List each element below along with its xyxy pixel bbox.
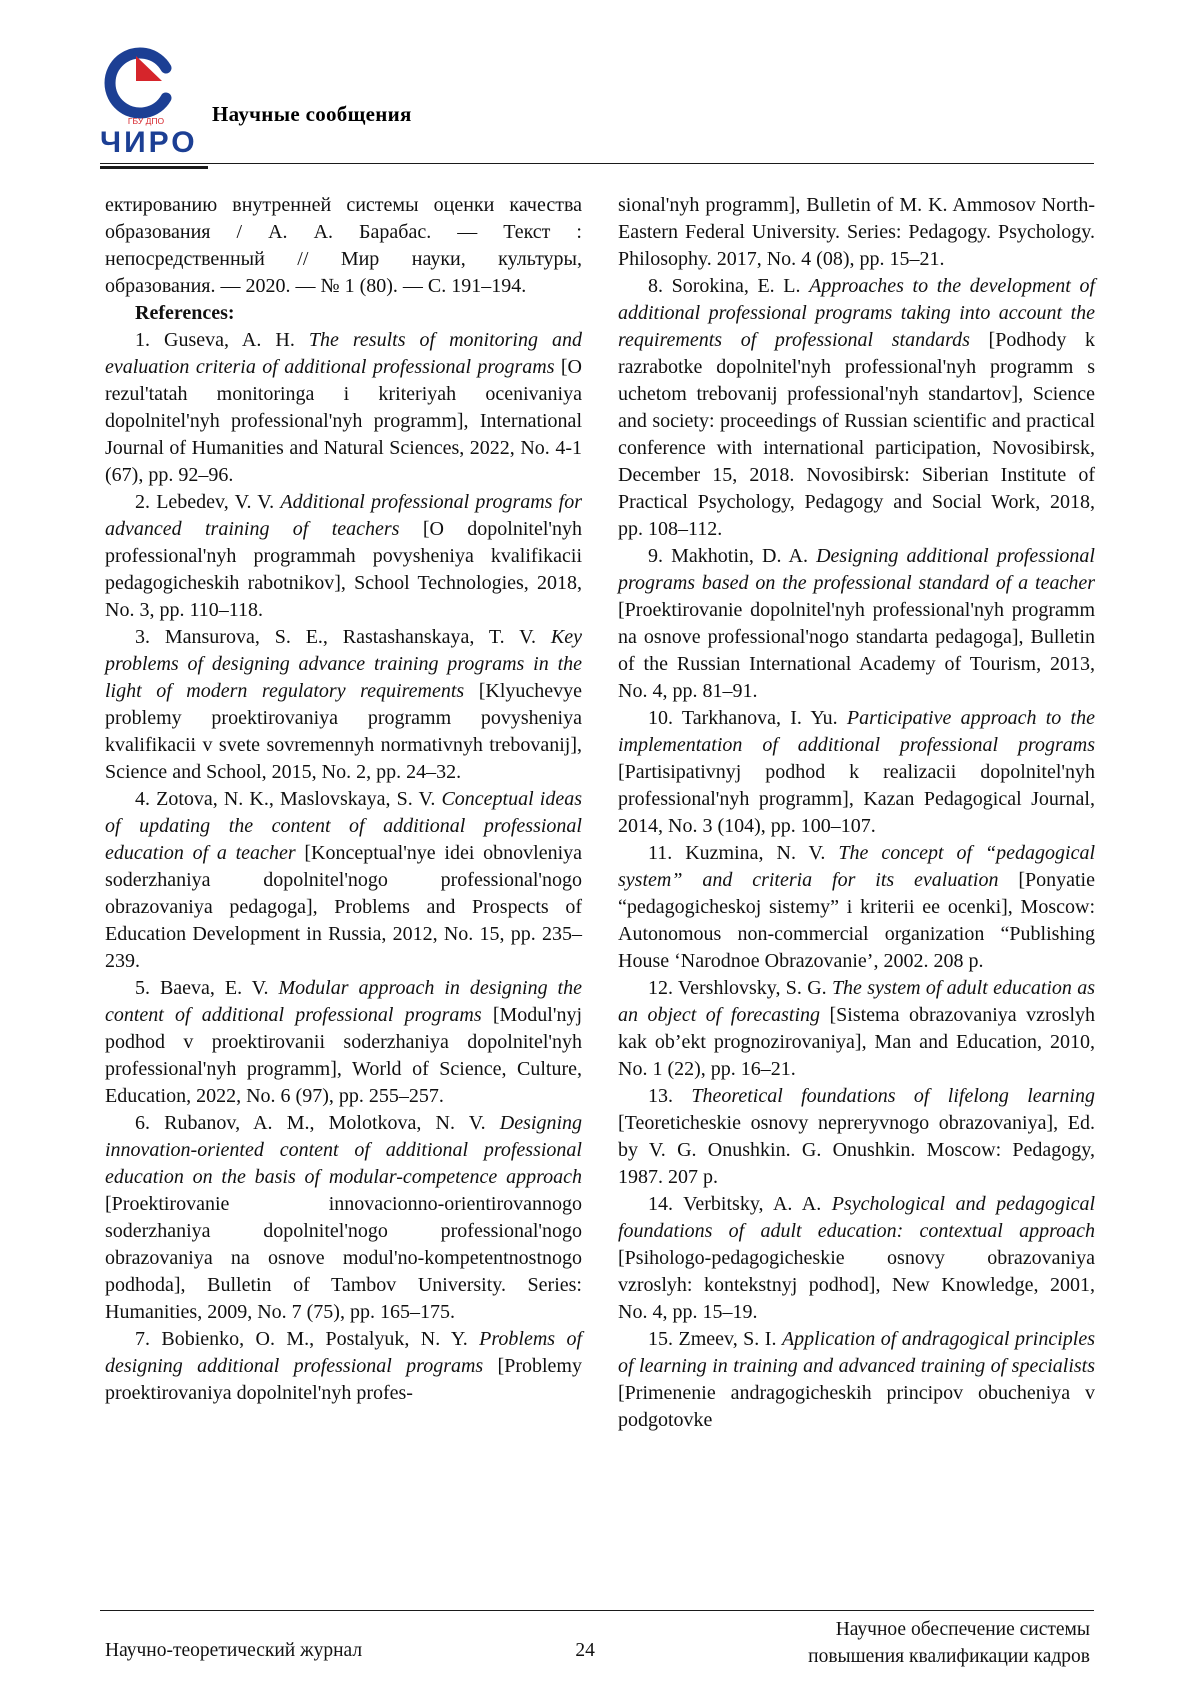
journal-type-label: Научно-теоретический журнал xyxy=(105,1640,363,1661)
section-title: Научные сообщения xyxy=(212,102,412,126)
reference-12: 12. Vershlovsky, S. G. The system of adult education as an object of forecasting [Sistema obrazovaniya vzroslyh kak ob’ekt prognozirovaniya], Man and Education, 2010, No. 1 (22), pp. 16–21. xyxy=(618,977,1096,1080)
reference-10: 10. Tarkhanova, I. Yu. Participative approach to the implementation of additional professional programs [Partisipativnyj podhod k realizacii dopolnitel'nyh professional'nyh programm], Kazan Pedagogical Journal, 2014, No. 3 (104), pp. 100–107. xyxy=(618,707,1095,837)
reference-9: 9. Makhotin, D. A. Designing additional professional programs based on the professional standard of a teacher [Proektirovanie dopolnitel'nyh professional'nyh programm na osnove professional'nogo standarta pedagoga], Bulletin of the Russian International Academy of Tourism, 2013, No. 4, pp. 81–91. xyxy=(618,545,1095,702)
reference-4: 4. Zotova, N. K., Maslovskaya, S. V. Conceptual ideas of updating the content of additional professional education of a teacher [Konceptual'nye idei obnovleniya soderzhaniya dopolnitel'nogo professional'nogo obrazovaniya pedagoga], Problems and Prospects of Education Development in Russia, 2012, No. 15, pp. 235–239. xyxy=(105,788,582,972)
reference-3: 3. Mansurova, S. E., Rastashanskaya, T. V. Key problems of designing advance training programs in the light of modern regulatory requirements [Klyuchevye problemy proektirovaniya programm povysheniya kvalifikacii v svete sovremennyh normativnyh trebovanij], Science and School, 2015, No. 2, pp. 24–32. xyxy=(105,626,583,783)
reference-11: 11. Kuzmina, N. V. The concept of “pedagogical system” and criteria for its evaluation [Ponyatie “pedagogicheskoj sistemy” i kriterii ee ocenki], Moscow: Autonomous non-commercial organization “Publishing House ‘Narodnoe Obrazovanie’, 2002. 208 p. xyxy=(618,842,1096,972)
two-column-text xyxy=(105,192,1095,1434)
right-column xyxy=(618,192,1095,1434)
footer-right-text xyxy=(808,1616,1090,1670)
reference-2: 2. Lebedev, V. V. Additional professional programs for advanced training of teachers [O dopolnitel'nyh professional'nyh programmah povysheniya kvalifikacii pedagogicheskih rabotnikov], School Technologies, 2018, No. 3, pp. 110–118. xyxy=(105,491,582,621)
logo-org-small: ГБУ ДПО xyxy=(127,116,165,126)
reference-5: 5. Baeva, E. V. Modular approach in designing the content of additional professional programs [Modul'nyj podhod v proektirovanii soderzhaniya dopolnitel'nyh professional'nyh programm], World of Science, Culture, Education, 2022, No. 6 (97), pp. 255–257. xyxy=(105,977,582,1107)
reference-7-part1: 7. Bobienko, O. M., Postalyuk, N. Y. Problems of designing additional professional programs [Problemy proektirovaniya dopolnitel'nyh profes- xyxy=(105,1328,582,1404)
left-column xyxy=(105,192,582,1434)
reference-1: 1. Guseva, A. H. The results of monitoring and evaluation criteria of additional professional programs [O rezul'tatah monitoringa i kriteriyah ocenivaniya dopolnitel'nyh professional'nyh programm], International Journal of Humanities and Natural Sciences, 2022, No. 4-1 (67), pp. 92–96. xyxy=(105,329,583,486)
page-footer xyxy=(105,1616,1090,1670)
reference-14: 14. Verbitsky, A. A. Psychological and pedagogical foundations of adult education: contextual approach [Psihologo-pedagogicheskie osnovy obrazovaniya vzroslyh: kontekstnyj podhod], New Knowledge, 2001, No. 4, pp. 15–19. xyxy=(618,1193,1095,1323)
footer-rule xyxy=(100,1610,1094,1611)
footer-right-line2: повышения квалификации кадров xyxy=(808,1646,1090,1667)
header-rule xyxy=(100,163,1094,164)
page-number: 24 xyxy=(575,1640,595,1661)
reference-13: 13. Theoretical foundations of lifelong learning [Teoreticheskie osnovy nepreryvnogo obrazovaniya], Ed. by V. G. Onushkin. G. Onushkin. Moscow: Pedagogy, 1987. 207 p. xyxy=(618,1085,1095,1188)
footer-right-line1: Научное обеспечение системы xyxy=(835,1619,1090,1640)
chiro-emblem-icon xyxy=(98,46,194,164)
logo-org-abbr: ЧИРО xyxy=(100,126,194,159)
intro-continuation: ектированию внутренней системы оценки качества образования / А. А. Барабас. — Текст : непосредственный // Мир науки, культуры, образования. — 2020. — № 1 (80). — С. 191–194. xyxy=(105,194,582,297)
reference-6: 6. Rubanov, A. M., Molotkova, N. V. Designing innovation-oriented content of additional professional education on the basis of modular-competence approach [Proektirovanie innovacionno-orientirovannogo soderzhaniya dopolnitel'nogo professional'nogo obrazovaniya na osnove modul'no-kompetentnostnogo podhoda], Bulletin of Tambov University. Series: Humanities, 2009, No. 7 (75), pp. 165–175. xyxy=(105,1112,582,1323)
journal-logo xyxy=(98,46,194,164)
reference-7-part2: sional'nyh programm], Bulletin of M. K. Ammosov North-Eastern Federal University. Series: Pedagogy. Psychology. Philosophy. 2017, No. 4 (08), pp. 15–21. xyxy=(618,194,1095,270)
reference-8: 8. Sorokina, E. L. Approaches to the development of additional professional programs taking into account the requirements of professional standards [Podhody k razrabotke dopolnitel'nyh professional'nyh programm s uchetom trebovanij professional'nyh standartov], Science and society: proceedings of Russian scientific and practical conference with international participation, Novosibirsk, December 15, 2018. Novosibirsk: Siberian Institute of Practical Psychology, Pedagogy and Social Work, 2018, pp. 108–112. xyxy=(618,275,1095,540)
references-heading: References: xyxy=(135,302,235,324)
reference-15: 15. Zmeev, S. I. Application of andragogical principles of learning in training and advanced training of specialists [Primenenie andragogicheskih principov obucheniya v podgotovke xyxy=(618,1328,1096,1431)
header-rule-accent xyxy=(100,166,208,169)
